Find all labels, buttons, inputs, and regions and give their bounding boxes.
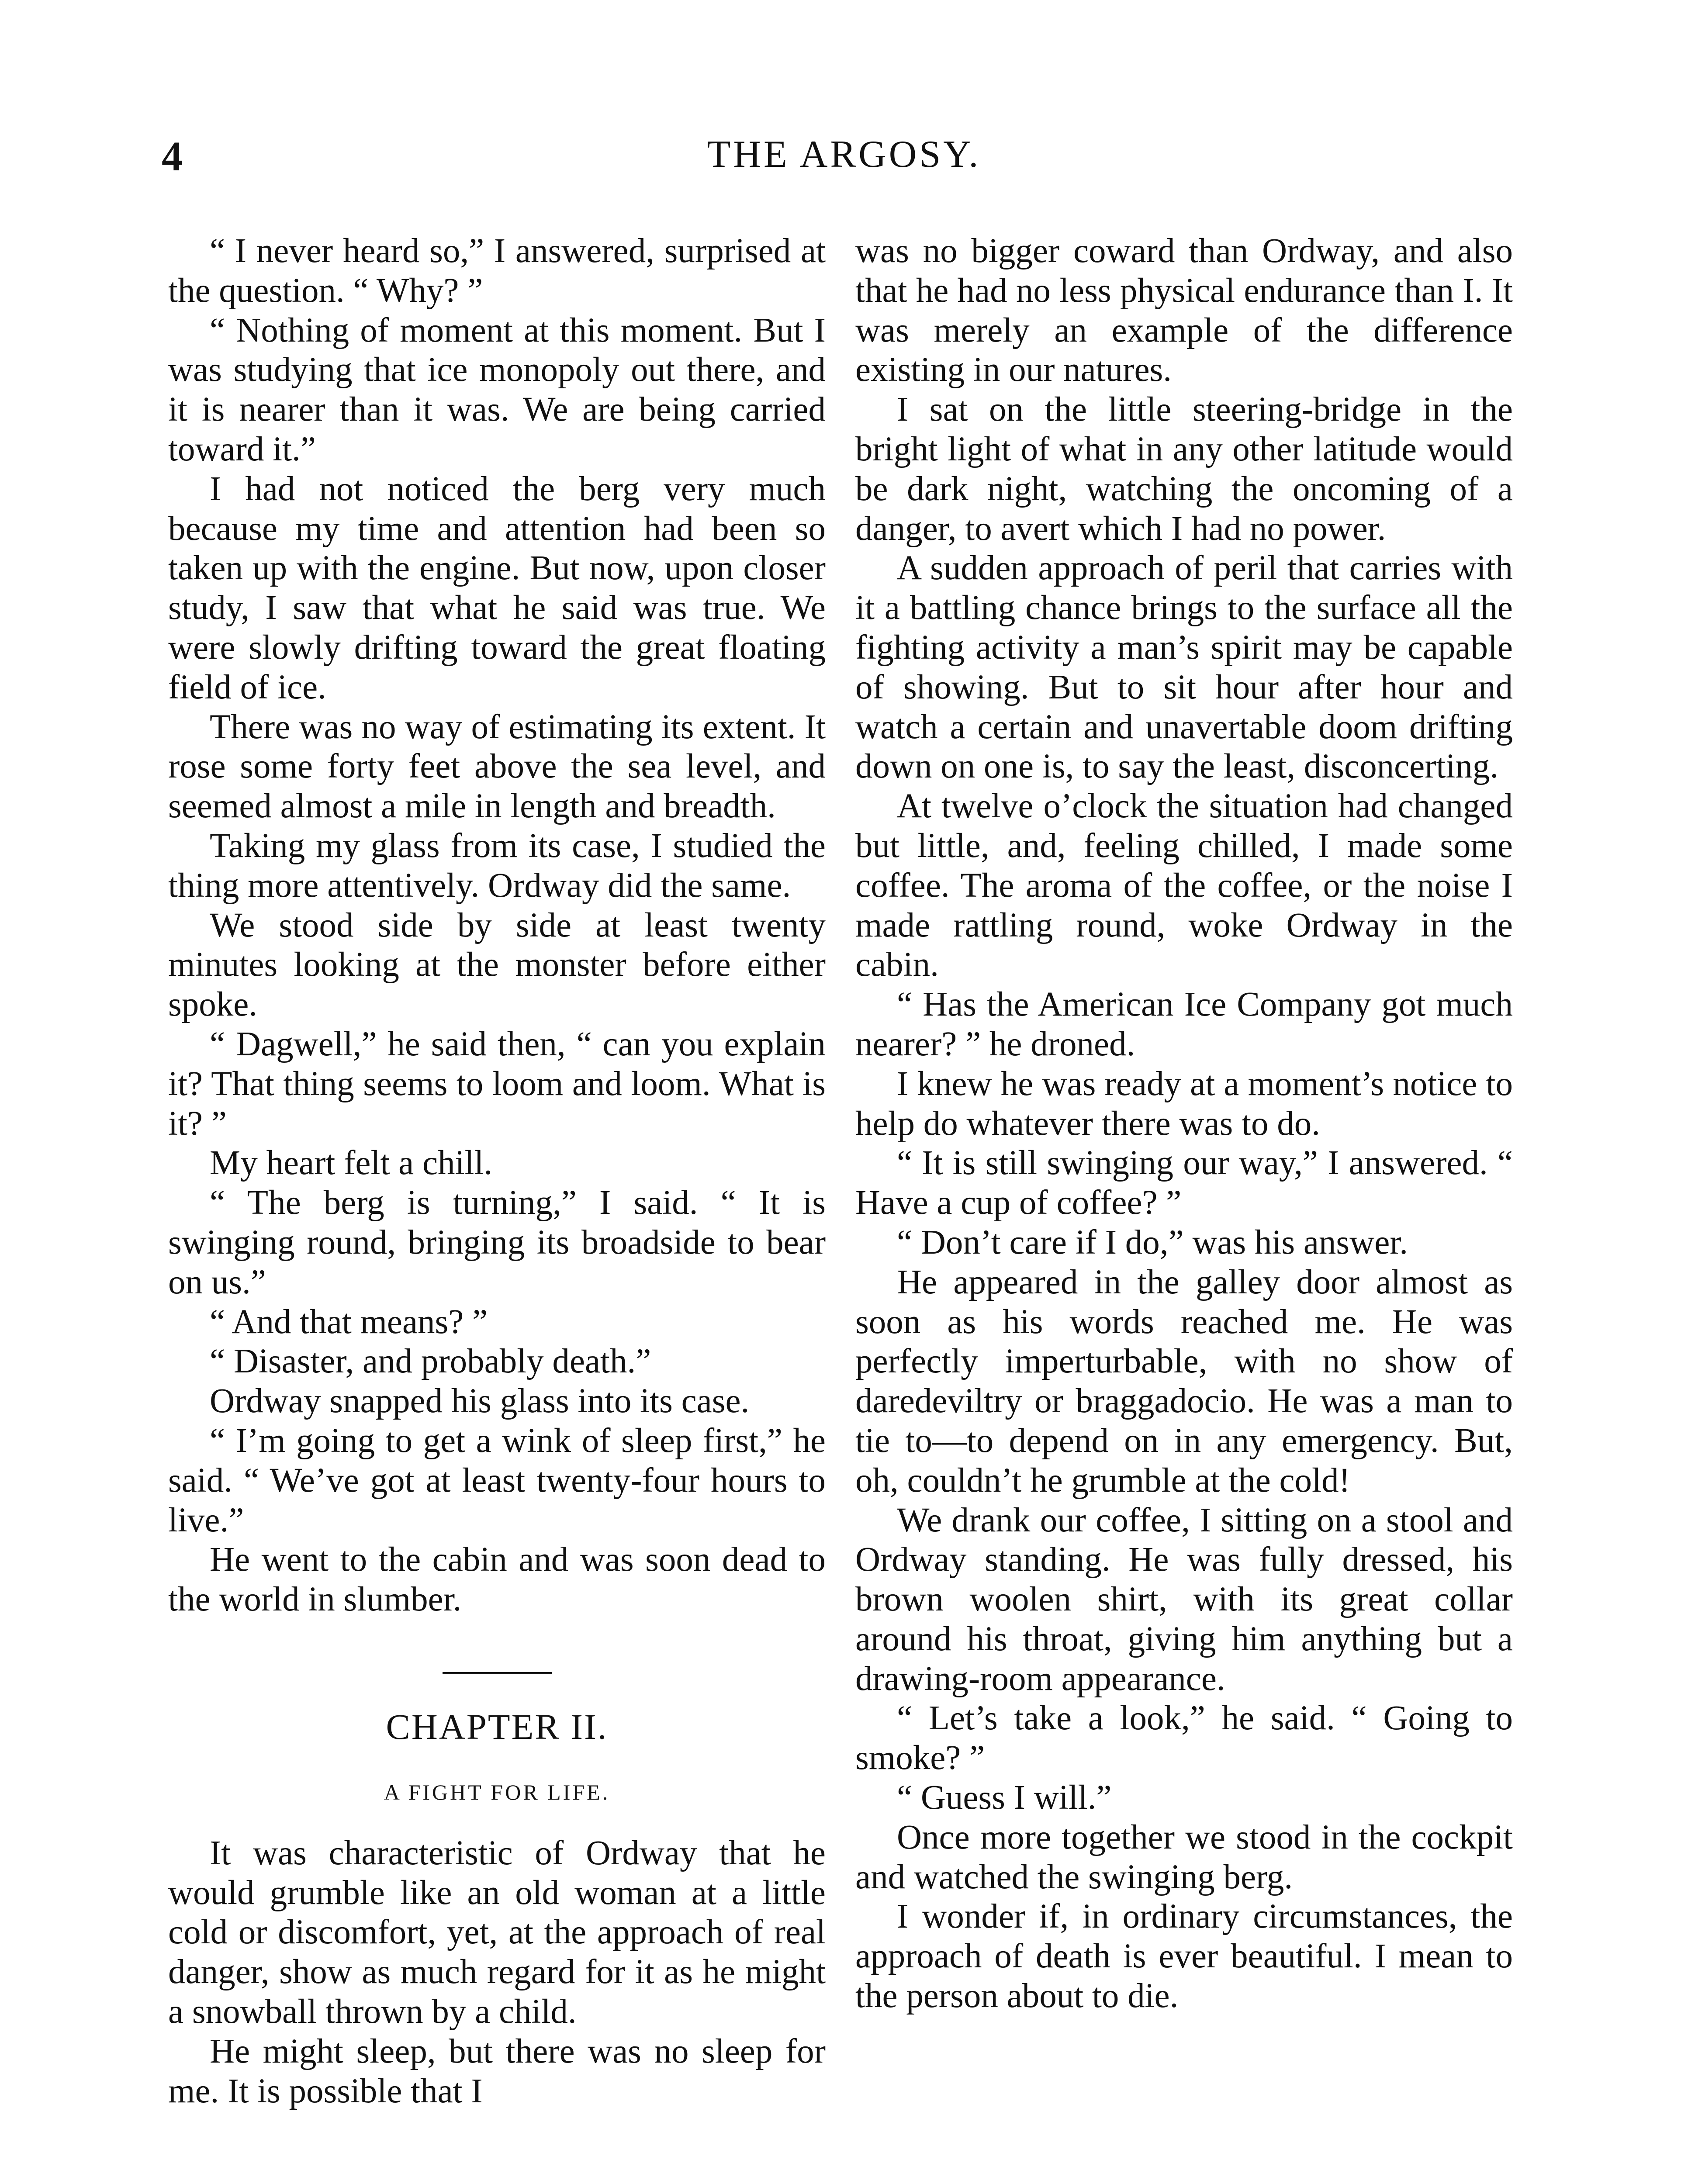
paragraph: He went to the cabin and was soon dead to the world in slumber. (168, 1541, 826, 1619)
paragraph: “ Let’s take a look,” he said. “ Going to smoke? ” (855, 1699, 1513, 1777)
paragraph: “ Dagwell,” he said then, “ can you explain it? That thing seems to loom and loom. What is it? ” (168, 1025, 826, 1143)
right-column (855, 232, 1513, 2016)
paragraph: I had not noticed the berg very much because my time and attention had been so taken up with the engine. But now, upon closer study, I saw that what he said was true. We were slowly drifting toward the great floating field of ice. (168, 470, 826, 706)
paragraph: There was no way of estimating its extent. It rose some forty feet above the sea level, and seemed almost a mile in length and breadth. (168, 708, 826, 826)
paragraph: I knew he was ready at a moment’s notice to help do whatever there was to do. (855, 1064, 1513, 1143)
section-divider (443, 1672, 552, 1674)
paragraph: It was characteristic of Ordway that he would grumble like an old woman at a little cold or discomfort, yet, at the approach of real danger, show as much regard for it as he might a snowball thrown by a child. (168, 1834, 826, 2031)
paragraph: I sat on the little steering-bridge in the bright light of what in any other latitude would be dark night, watching the oncoming of a danger, to avert which I had no power. (855, 390, 1513, 548)
paragraph: “ And that means? ” (210, 1303, 488, 1341)
paragraph: “ Nothing of moment at this moment. But I was studying that ice monopoly out there, and it is nearer than it was. We are being carried toward it.” (168, 311, 826, 468)
paragraph: “ The berg is turning,” I said. “ It is swinging round, bringing its broadside to bear on us.” (168, 1184, 826, 1301)
paragraph: Ordway snapped his glass into its case. (210, 1382, 750, 1420)
running-head: THE ARGOSY. (707, 133, 981, 176)
paragraph: We stood side by side at least twenty minutes looking at the monster before either spoke. (168, 906, 826, 1024)
paragraph: He appeared in the galley door almost as soon as his words reached me. He was perfectly imperturbable, with no show of daredeviltry or braggadocio. He was a man to tie to—to depend on in any emergency. But, oh, couldn’t he grumble at the cold! (855, 1263, 1513, 1500)
paragraph: “ I never heard so,” I answered, surprised at the question. “ Why? ” (168, 232, 826, 310)
paragraph: A sudden approach of peril that carries with it a battling chance brings to the surface all the fighting activity a man’s spirit may be capable of showing. But to sit hour after hour and watch a certain and unavertable doom drifting down on one is, to say the least, disconcerting. (855, 549, 1513, 786)
paragraph: “ I’m going to get a wink of sleep first,” he said. “ We’ve got at least twenty-four hours to live.” (168, 1421, 826, 1539)
paragraph-continuation: was no bigger coward than Ordway, and also that he had no less physical endurance than I. It was merely an example of the difference existing in our natures. (855, 232, 1513, 389)
chapter-heading: CHAPTER II. (386, 1706, 608, 1747)
chapter-subtitle: A FIGHT FOR LIFE. (384, 1780, 610, 1804)
paragraph: My heart felt a chill. (210, 1144, 493, 1182)
paragraph: “ Disaster, and probably death.” (210, 1342, 651, 1381)
page-number: 4 (162, 133, 183, 180)
paragraph: Once more together we stood in the cockpit and watched the swinging berg. (855, 1818, 1513, 1896)
paragraph: At twelve o’clock the situation had changed but little, and, feeling chilled, I made some coffee. The aroma of the coffee, or the noise I made rattling round, woke Ordway in the cabin. (855, 787, 1513, 984)
paragraph: “ Guess I will.” (897, 1779, 1112, 1817)
paragraph: We drank our coffee, I sitting on a stool and Ordway standing. He was fully dressed, his brown woolen shirt, with its great collar around his throat, giving him anything but a drawing-room appearance. (855, 1501, 1513, 1698)
paragraph: “ It is still swinging our way,” I answered. “ Have a cup of coffee? ” (855, 1144, 1513, 1222)
paragraph: He might sleep, but there was no sleep for me. It is possible that I (168, 2032, 826, 2110)
paragraph: I wonder if, in ordinary circumstances, the approach of death is ever beautiful. I mean to the person about to die. (855, 1897, 1513, 2015)
left-column (168, 232, 826, 2111)
paragraph: “ Don’t care if I do,” was his answer. (897, 1223, 1408, 1261)
paragraph: Taking my glass from its case, I studied the thing more attentively. Ordway did the same. (168, 826, 826, 905)
paragraph: “ Has the American Ice Company got much nearer? ” he droned. (855, 985, 1513, 1063)
